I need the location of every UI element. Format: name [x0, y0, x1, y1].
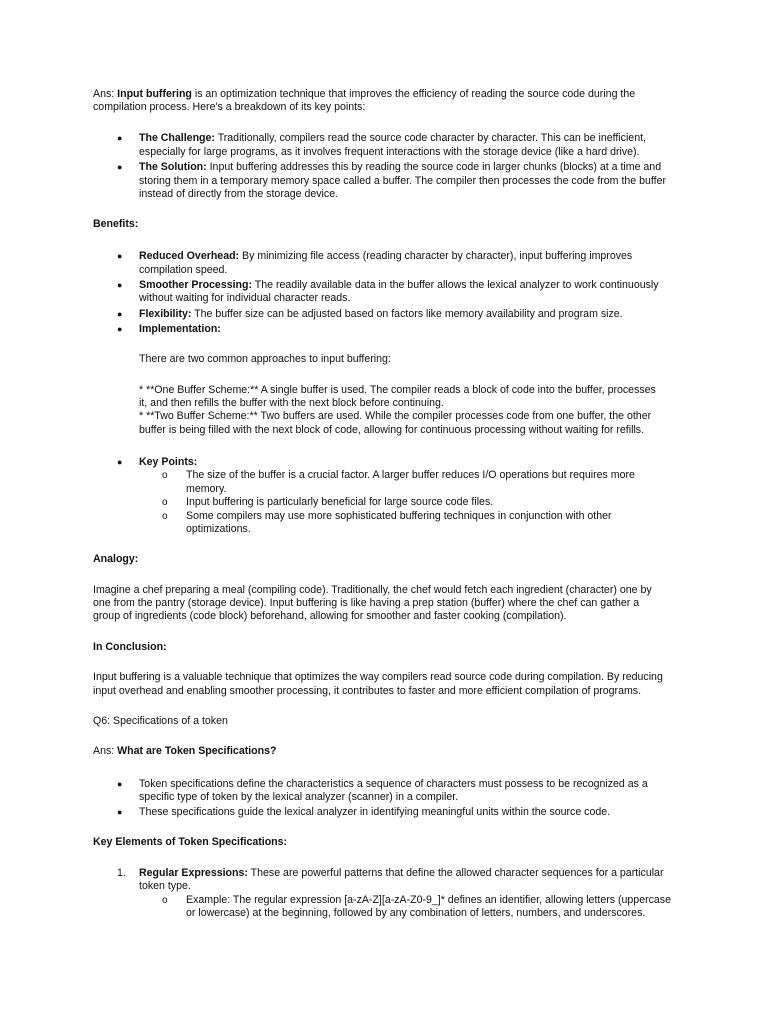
- key-point-3-line-2: optimizations.: [186, 523, 251, 535]
- solution-line-3: instead of directly from the storage device.: [139, 188, 339, 200]
- intro-line-1: [93, 88, 635, 102]
- smoother-line-2: without waiting for individual character reads.: [139, 292, 351, 304]
- implementation-line: [139, 323, 221, 337]
- conclusion-heading: [93, 641, 167, 655]
- bullet-marker: ●: [117, 324, 123, 334]
- bullet-marker: ●: [117, 162, 123, 172]
- bullet-marker: ●: [117, 807, 123, 817]
- sub-bullet-marker: o: [162, 470, 168, 481]
- challenge-label: The Challenge:: [139, 132, 215, 144]
- impl-line-1: * **One Buffer Scheme:** A single buffer is used. The compiler reads a block of code into the buffer, processes: [139, 384, 656, 396]
- analogy-heading: [93, 553, 138, 567]
- token-spec-guide: These specifications guide the lexical analyzer in identifying meaningful units within the source code.: [139, 806, 611, 818]
- intro-line-2: compilation process. Here's a breakdown of its key points:: [93, 101, 366, 113]
- smoother-label: Smoother Processing:: [139, 279, 253, 291]
- smoother-line-1: [139, 279, 659, 293]
- answer-heading: [93, 745, 277, 759]
- smoother-text: The readily available data in the buffer allows the lexical analyzer to work continuously: [252, 279, 659, 291]
- token-spec-line-2: specific type of token by the lexical analyzer (scanner) in a compiler.: [139, 791, 459, 803]
- bullet-marker: ●: [117, 251, 123, 261]
- challenge-line-2: especially for large programs, as it involves frequent interactions with the storage device (like a hard drive).: [139, 146, 640, 158]
- conclusion-heading-text: In Conclusion:: [93, 641, 167, 653]
- regex-example-line-2: or lowercase) at the beginning, followed by any combination of letters, numbers, and underscores.: [186, 907, 646, 919]
- solution-label: The Solution:: [139, 161, 207, 173]
- bullet-marker: ●: [117, 457, 123, 467]
- solution-line-2: storing them in a temporary memory space called a buffer. The compiler then processes the code from the buffer: [139, 175, 667, 187]
- bullet-marker: ●: [117, 133, 123, 143]
- analogy-line-2: one from the pantry (storage device). Input buffering is like having a prep station (buffer) where the chef can gather a: [93, 597, 640, 609]
- bullet-marker: ●: [117, 779, 123, 789]
- analogy-line-3: group of ingredients (code block) beforehand, allowing for smoother and faster cooking (compilation).: [93, 610, 567, 622]
- regex-text: These are powerful patterns that define the allowed character sequences for a particular: [247, 867, 664, 879]
- key-points-label: Key Points:: [139, 456, 198, 468]
- flexibility-line: [139, 308, 623, 322]
- challenge-line-1: [139, 132, 646, 146]
- sub-bullet-marker: o: [162, 895, 168, 906]
- challenge-text: Traditionally, compilers read the source code character by character. This can be inefficient,: [214, 132, 646, 144]
- solution-text: Input buffering addresses this by reading the source code in larger chunks (blocks) at a time and: [206, 161, 662, 173]
- sub-bullet-marker: o: [162, 511, 168, 522]
- key-points-heading: [139, 456, 197, 470]
- key-point-2: Input buffering is particularly beneficial for large source code files.: [186, 496, 494, 508]
- key-elements-heading: [93, 836, 287, 850]
- regex-example-line-1: Example: The regular expression [a-zA-Z][a-zA-Z0-9_]* defines an identifier, allowing letters (uppercase: [186, 894, 671, 906]
- impl-intro: There are two common approaches to input buffering:: [139, 353, 391, 365]
- regex-label: Regular Expressions:: [139, 867, 248, 879]
- key-point-1-line-2: memory.: [186, 483, 227, 495]
- conclusion-line-1: Input buffering is a valuable technique that optimizes the way compilers read source code during compilation. By reducing: [93, 671, 663, 683]
- impl-line-2: it, and then refills the buffer with the next block before continuing.: [139, 397, 444, 409]
- reduced-overhead-text: By minimizing file access (reading character by character), input buffering improves: [239, 250, 633, 262]
- token-spec-line-1: Token specifications define the characteristics a sequence of characters must possess to be recognized as a: [139, 778, 648, 790]
- flexibility-label: Flexibility:: [139, 308, 192, 320]
- impl-line-3: * **Two Buffer Scheme:** Two buffers are used. While the compiler processes code from one buffer, the other: [139, 410, 652, 422]
- reduced-overhead-label: Reduced Overhead:: [139, 250, 240, 262]
- bullet-marker: ●: [117, 280, 123, 290]
- key-point-3-line-1: Some compilers may use more sophisticated buffering techniques in conjunction with other: [186, 510, 612, 522]
- answer-prefix: Ans:: [93, 745, 118, 757]
- intro-prefix: Ans:: [93, 88, 118, 100]
- key-point-1-line-1: The size of the buffer is a crucial factor. A larger buffer reduces I/O operations but requires more: [186, 469, 635, 481]
- intro-text: is an optimization technique that improves the efficiency of reading the source code during the: [191, 88, 636, 100]
- list-number: 1.: [117, 867, 126, 879]
- flexibility-text: The buffer size can be adjusted based on factors like memory availability and program size.: [191, 308, 623, 320]
- conclusion-line-2: input overhead and enabling smoother processing, it contributes to faster and more efficient compilation of programs.: [93, 685, 642, 697]
- benefits-heading-text: Benefits:: [93, 218, 139, 230]
- regex-line-2: token type.: [139, 880, 191, 892]
- impl-line-4: buffer is being filled with the next block of code, allowing for continuous processing without waiting for refills.: [139, 424, 645, 436]
- key-elements-heading-text: Key Elements of Token Specifications:: [93, 836, 288, 848]
- benefits-heading: [93, 218, 138, 232]
- question-heading: Q6: Specifications of a token: [93, 715, 228, 727]
- answer-title: What are Token Specifications?: [117, 745, 277, 757]
- intro-term: Input buffering: [117, 88, 192, 100]
- analogy-line-1: Imagine a chef preparing a meal (compiling code). Traditionally, the chef would fetch each ingredient (character) one by: [93, 584, 652, 596]
- reduced-overhead-line-2: compilation speed.: [139, 264, 228, 276]
- solution-line-1: [139, 161, 661, 175]
- implementation-label: Implementation:: [139, 323, 221, 335]
- bullet-marker: ●: [117, 309, 123, 319]
- sub-bullet-marker: o: [162, 497, 168, 508]
- regex-line-1: [139, 867, 663, 881]
- reduced-overhead-line-1: [139, 250, 632, 264]
- analogy-heading-text: Analogy:: [93, 553, 139, 565]
